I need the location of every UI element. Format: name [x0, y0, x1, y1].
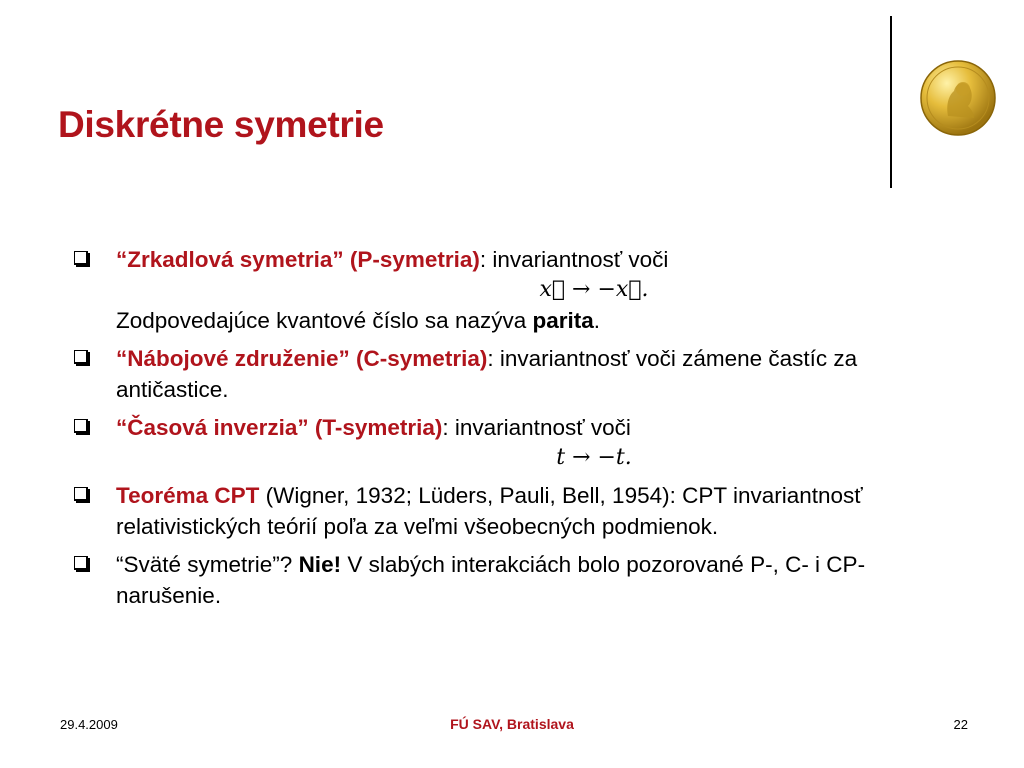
bold-term: parita	[532, 308, 594, 333]
bullet-heading: “Nábojové združenie” (C-symetria)	[116, 346, 488, 371]
nobel-medal-icon	[918, 58, 998, 138]
bullet-text: : invariantnosť voči	[442, 415, 631, 440]
page-number: 22	[953, 717, 968, 732]
bullet-heading: Teoréma CPT	[116, 483, 260, 508]
bullet-text: (Wigner, 1932; Lüders, Pauli, Bell, 1954): CPT invariantnosť relativistických teórií poľa za veľmi všeobecných podmienok.	[116, 483, 863, 539]
list-item	[72, 412, 952, 473]
list-item	[72, 480, 952, 542]
slide-title: Diskrétne symetrie	[58, 104, 384, 145]
formula: x⃗ → −x⃗.	[539, 277, 649, 302]
bullet-heading: “Zrkadlová symetria” (P-symetria)	[116, 247, 480, 272]
bullet-heading: “Časová inverzia” (T-symetria)	[116, 415, 443, 440]
bullet-text: “Sväté symetrie”?	[116, 552, 299, 577]
list-item	[72, 343, 952, 405]
header-divider	[890, 16, 892, 188]
checkbox-bullet-icon	[74, 251, 88, 265]
checkbox-bullet-icon	[74, 350, 88, 364]
checkbox-bullet-icon	[74, 487, 88, 501]
bullet-list	[72, 244, 952, 618]
bold-term: Nie!	[298, 552, 342, 577]
bullet-text: : invariantnosť voči	[479, 247, 669, 272]
bullet-text: : invariantnosť voči zámene častíc za antičastice.	[116, 346, 858, 402]
bullet-text: Zodpovedajúce kvantové číslo sa nazýva	[116, 308, 533, 333]
checkbox-bullet-icon	[74, 419, 88, 433]
footer-institution: FÚ SAV, Bratislava	[450, 716, 574, 732]
footer-date: 29.4.2009	[60, 717, 118, 732]
list-item	[72, 244, 952, 336]
bullet-text: .	[593, 308, 601, 333]
bullet-continuation	[116, 305, 952, 336]
bullet-text: V slabých interakciách bolo pozorované P-, C- i CP-narušenie.	[116, 552, 866, 608]
formula: t → −t.	[556, 445, 632, 470]
checkbox-bullet-icon	[74, 556, 88, 570]
list-item	[72, 549, 952, 611]
